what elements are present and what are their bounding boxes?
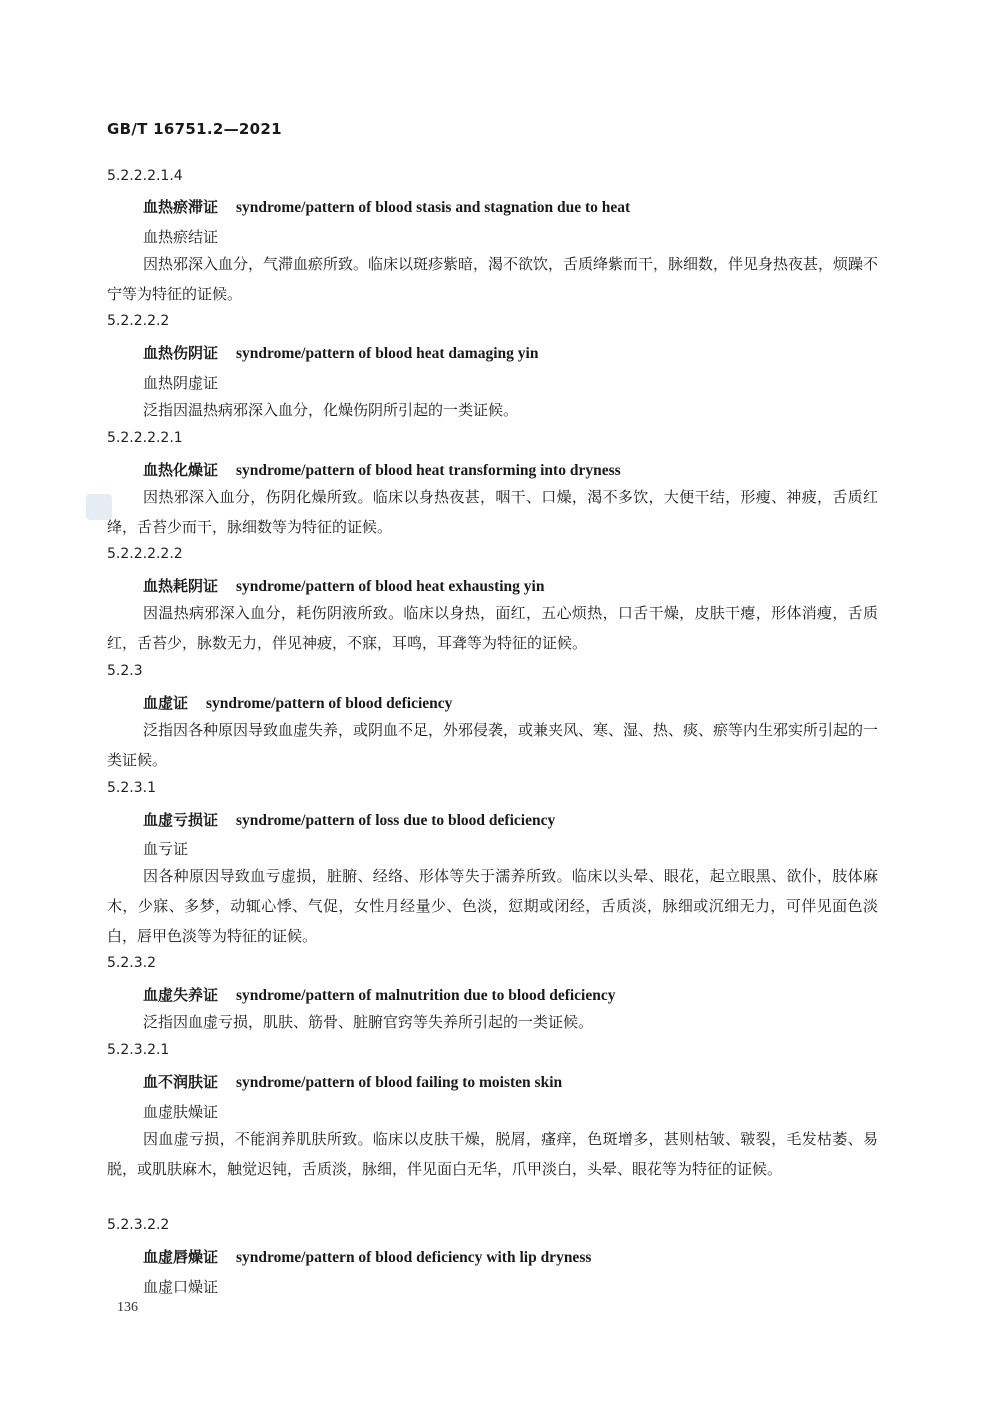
term-en: syndrome/pattern of blood heat transforming into dryness — [236, 462, 621, 479]
entry-number: 5.2.3.2 — [107, 955, 156, 971]
term-zh: 血热耗阴证 — [143, 577, 219, 595]
term-zh: 血虚证 — [143, 694, 189, 712]
entry-synonym: 血虚肤燥证 — [143, 1103, 219, 1121]
entry-synonym: 血亏证 — [143, 840, 189, 858]
entry-number: 5.2.2.2.2 — [107, 313, 170, 329]
term-en: syndrome/pattern of blood heat exhausting yin — [236, 578, 545, 595]
entry-number: 5.2.3.2.1 — [107, 1042, 170, 1058]
standard-code: GB/T 16751.2—2021 — [107, 120, 282, 138]
term-en: syndrome/pattern of blood deficiency with lip dryness — [236, 1249, 592, 1266]
term-zh: 血不润肤证 — [143, 1073, 219, 1091]
term-zh: 血虚失养证 — [143, 986, 219, 1004]
term-zh: 血虚亏损证 — [143, 811, 219, 829]
term-en: syndrome/pattern of malnutrition due to blood deficiency — [236, 987, 616, 1004]
entry-term — [143, 1071, 562, 1092]
page-number: 136 — [117, 1300, 138, 1315]
term-en: syndrome/pattern of blood heat damaging yin — [236, 345, 539, 362]
entry-term — [143, 342, 538, 363]
entry-synonym: 血虚口燥证 — [143, 1278, 219, 1296]
entry-term — [143, 809, 555, 830]
entry-term — [143, 984, 615, 1005]
entry-number: 5.2.2.2.2.1 — [107, 430, 183, 446]
entry-number: 5.2.3.2.2 — [107, 1217, 170, 1233]
entry-term — [143, 692, 452, 713]
entry-synonym: 血热阴虚证 — [143, 374, 219, 392]
term-zh: 血热伤阴证 — [143, 344, 219, 362]
entry-synonym: 血热瘀结证 — [143, 228, 219, 246]
entry-definition: 泛指因温热病邪深入血分，化燥伤阴所引起的一类证候。 — [143, 401, 519, 419]
entry-term — [143, 575, 544, 596]
term-zh: 血虚唇燥证 — [143, 1248, 219, 1266]
entry-number: 5.2.3 — [107, 663, 143, 679]
entry-definition: 泛指因血虚亏损，肌肤、筋骨、脏腑官窍等失养所引起的一类证候。 — [143, 1013, 594, 1031]
entry-number: 5.2.2.2.1.4 — [107, 168, 183, 184]
term-zh: 血热化燥证 — [143, 461, 219, 479]
entry-number: 5.2.3.1 — [107, 780, 156, 796]
term-en: syndrome/pattern of loss due to blood deficiency — [236, 812, 556, 829]
term-en: syndrome/pattern of blood failing to moisten skin — [236, 1074, 563, 1091]
term-en: syndrome/pattern of blood deficiency — [206, 695, 453, 712]
entry-definition: 泛指因各种原因导致血虚失养，或阴血不足，外邪侵袭，或兼夹风、寒、湿、热、痰、瘀等内生邪实所引起的一类证候。 — [107, 721, 879, 769]
entry-definition: 因热邪深入血分，气滞血瘀所致。临床以斑疹紫暗，渴不欲饮，舌质绛紫而干，脉细数，伴见身热夜甚，烦躁不宁等为特征的证候。 — [107, 255, 879, 303]
entry-definition: 因血虚亏损，不能润养肌肤所致。临床以皮肤干燥，脱屑，瘙痒，色斑增多，甚则枯皱、皲裂，毛发枯萎、易脱，或肌肤麻木，触觉迟钝，舌质淡，脉细，伴见面白无华，爪甲淡白，头晕、眼花等为特征的证候。 — [107, 1130, 878, 1178]
entry-term — [143, 196, 630, 217]
entry-number: 5.2.2.2.2.2 — [107, 546, 183, 562]
entry-definition: 因温热病邪深入血分，耗伤阴液所致。临床以身热，面红，五心烦热，口舌干燥，皮肤干瘪，形体消瘦，舌质红，舌苔少，脉数无力，伴见神疲，不寐，耳鸣，耳聋等为特征的证候。 — [107, 604, 878, 652]
term-zh: 血热瘀滞证 — [143, 198, 219, 216]
term-en: syndrome/pattern of blood stasis and stagnation due to heat — [236, 199, 631, 216]
entry-term — [143, 459, 621, 480]
entry-term — [143, 1246, 591, 1267]
entry-definition: 因热邪深入血分，伤阴化燥所致。临床以身热夜甚，咽干、口燥，渴不多饮，大便干结，形瘦、神疲，舌质红绛，舌苔少而干，脉细数等为特征的证候。 — [107, 488, 878, 536]
entry-definition: 因各种原因导致血亏虚损，脏腑、经络、形体等失于濡养所致。临床以头晕、眼花，起立眼黑、欲仆，肢体麻木，少寐、多梦，动辄心悸、气促，女性月经量少、色淡，愆期或闭经，舌质淡，脉细或沉细无力，可伴见面色淡白，唇甲色淡等为特征的证候。 — [107, 867, 878, 945]
